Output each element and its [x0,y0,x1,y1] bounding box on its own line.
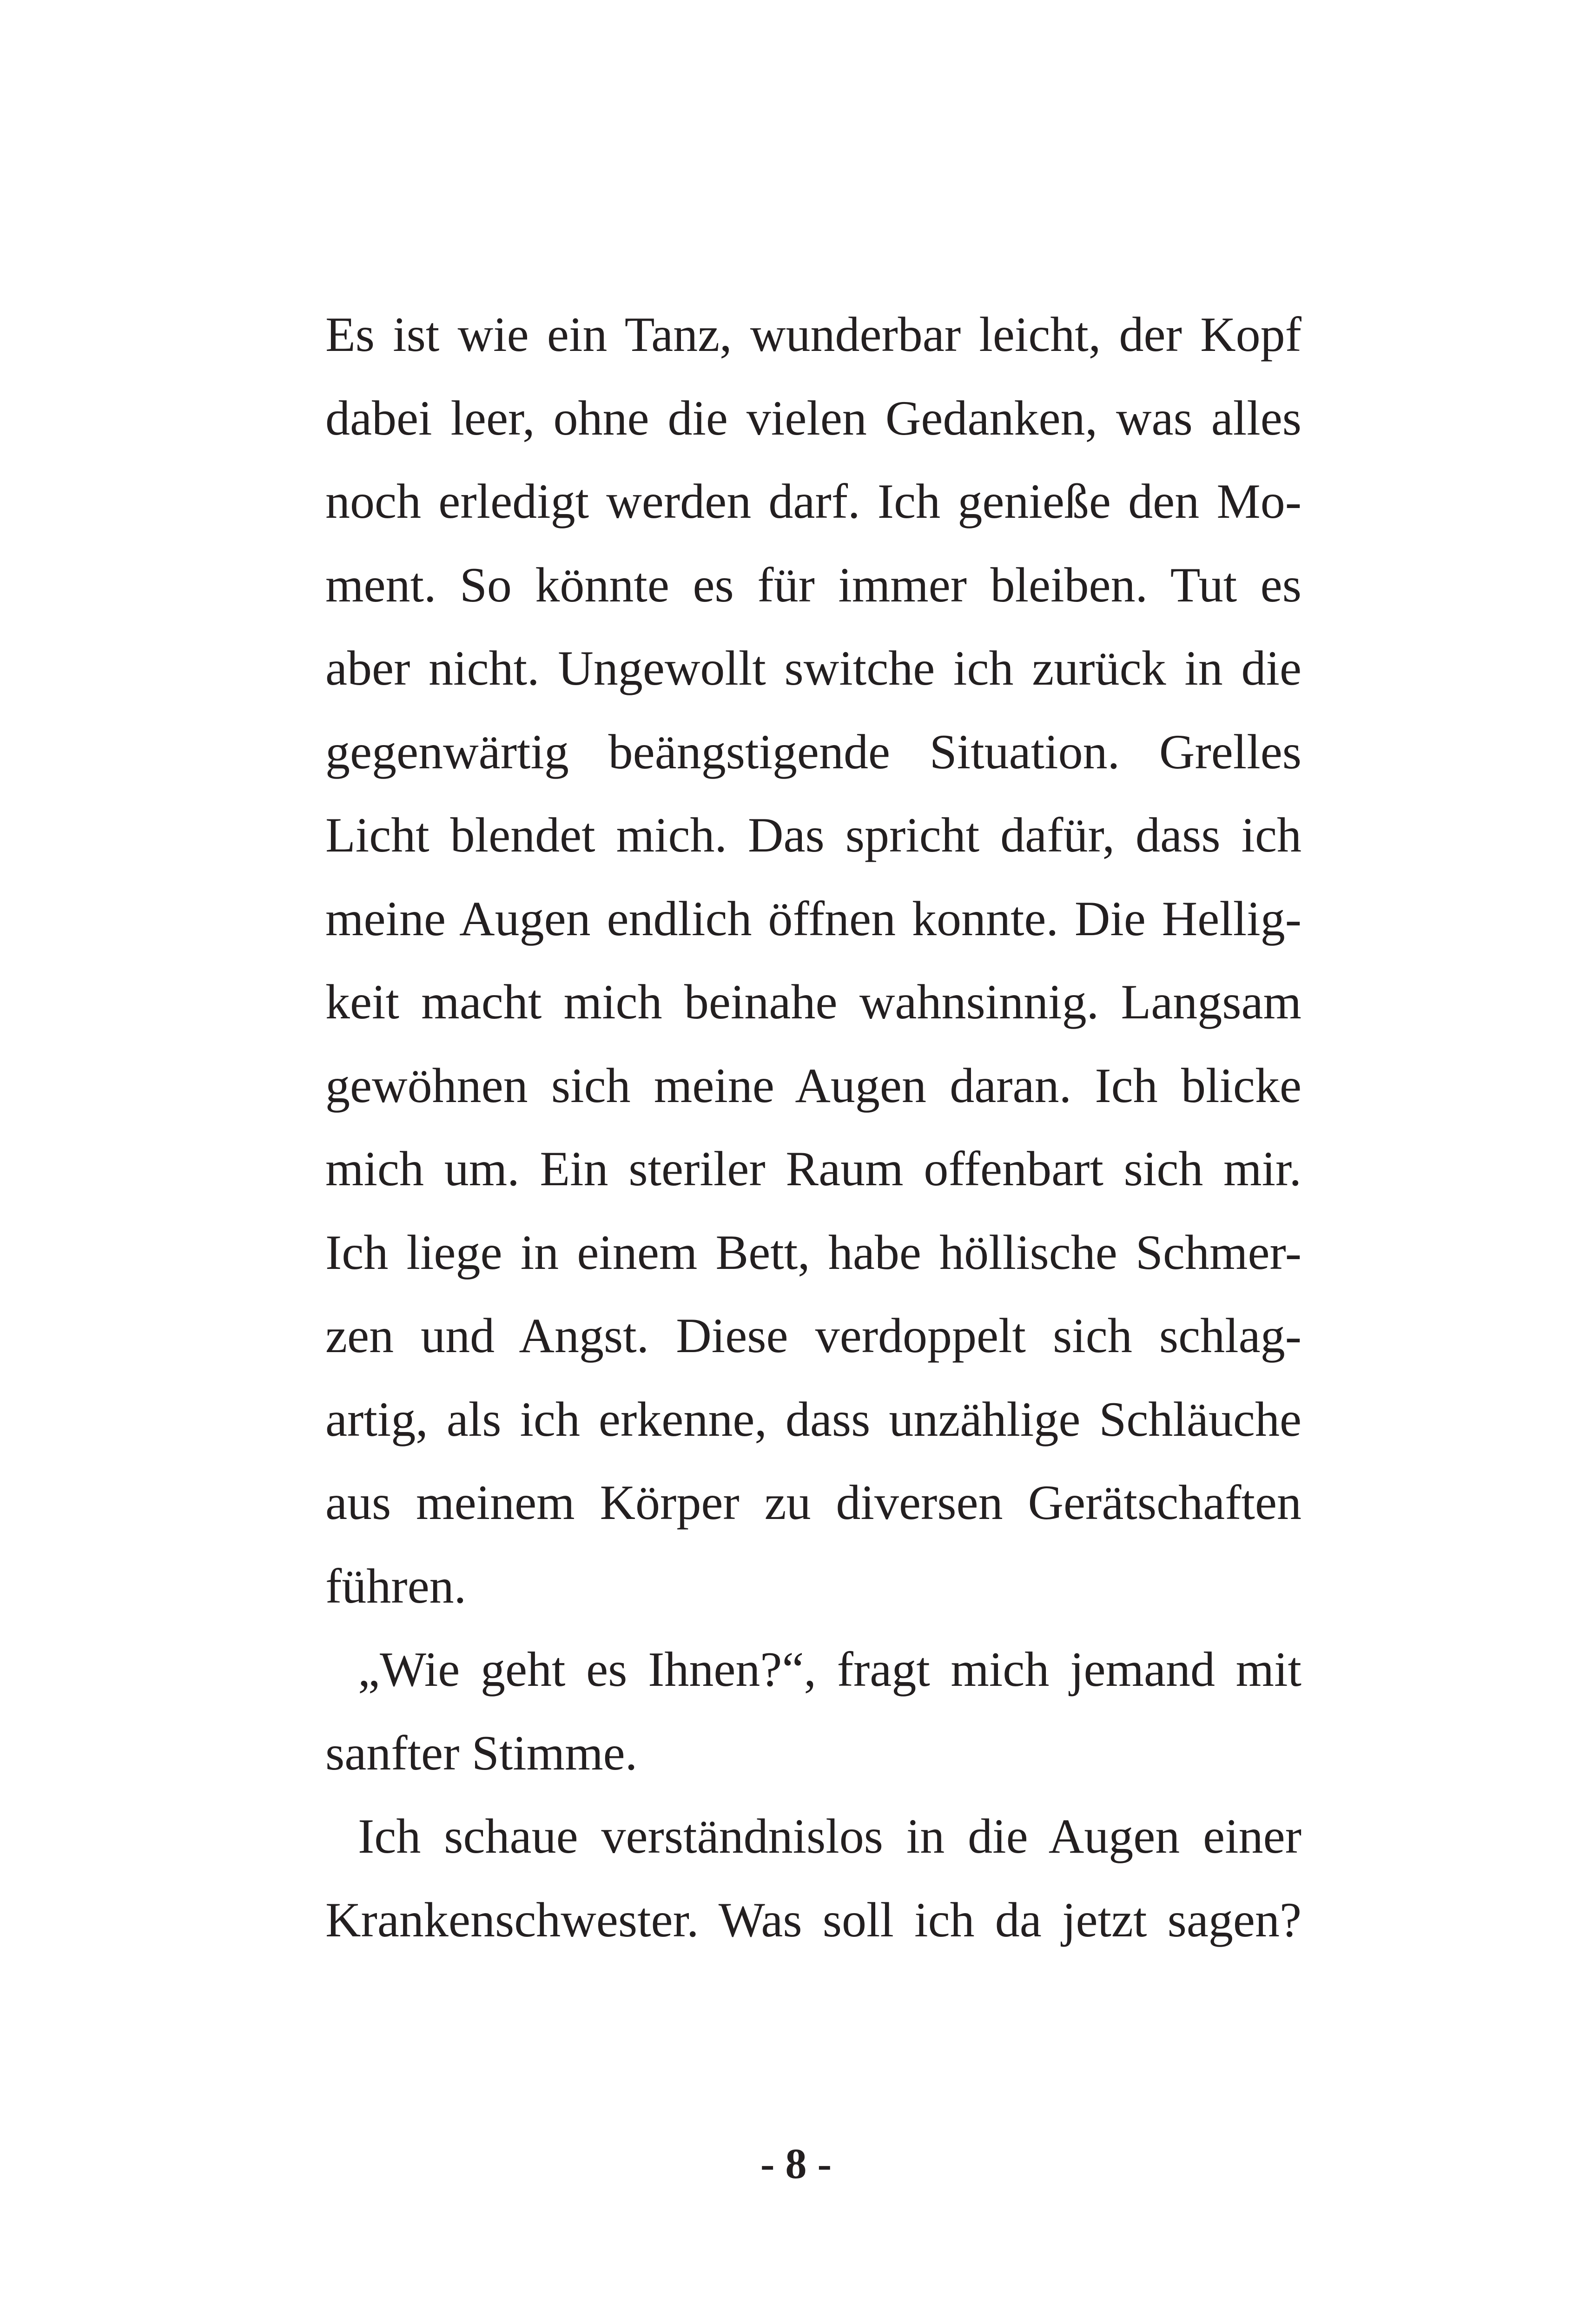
text-line: zen und Angst. Diese verdoppelt sich schlag- [325,1308,1301,1363]
text-line: Licht blendet mich. Das spricht dafür, dass ich [325,808,1301,862]
text-line: aber nicht. Ungewollt switche ich zurück in die [325,641,1301,695]
text-line: gegenwärtig beängstigende Situation. Grelles [325,724,1301,779]
text-line: artig, als ich erkenne, dass unzählige Schläuche [325,1392,1301,1446]
paragraph-end-line: Krankenschwester. Was soll ich da jetzt sagen? [325,1892,1301,1947]
text-line: aus meinem Körper zu diversen Gerätschaften [325,1475,1301,1530]
text-line: Ich schaue verständnislos in die Augen einer [358,1809,1301,1863]
text-line: ment. So könnte es für immer bleiben. Tut es [325,557,1301,612]
text-line: meine Augen endlich öffnen konnte. Die Hellig- [325,891,1301,946]
text-line: keit macht mich beinahe wahnsinnig. Langsam [325,975,1301,1029]
text-line: dabei leer, ohne die vielen Gedanken, was alles [325,390,1301,445]
text-line: mich um. Ein steriler Raum offenbart sich mir. [325,1142,1301,1196]
body-text [325,293,1301,1961]
page-number: - 8 - [760,2140,832,2187]
dialogue-line: „Wie geht es Ihnen?“, fragt mich jemand mit [358,1642,1301,1697]
text-line: noch erledigt werden darf. Ich genieße den Mo- [325,474,1301,528]
paragraph-end-line: führen. [325,1558,467,1613]
text-line: gewöhnen sich meine Augen daran. Ich blicke [325,1058,1301,1113]
text-line: Es ist wie ein Tanz, wunderbar leicht, der Kopf [325,307,1301,362]
text-line: Ich liege in einem Bett, habe höllische Schmer- [325,1225,1301,1280]
paragraph-end-line: sanfter Stimme. [325,1725,638,1780]
